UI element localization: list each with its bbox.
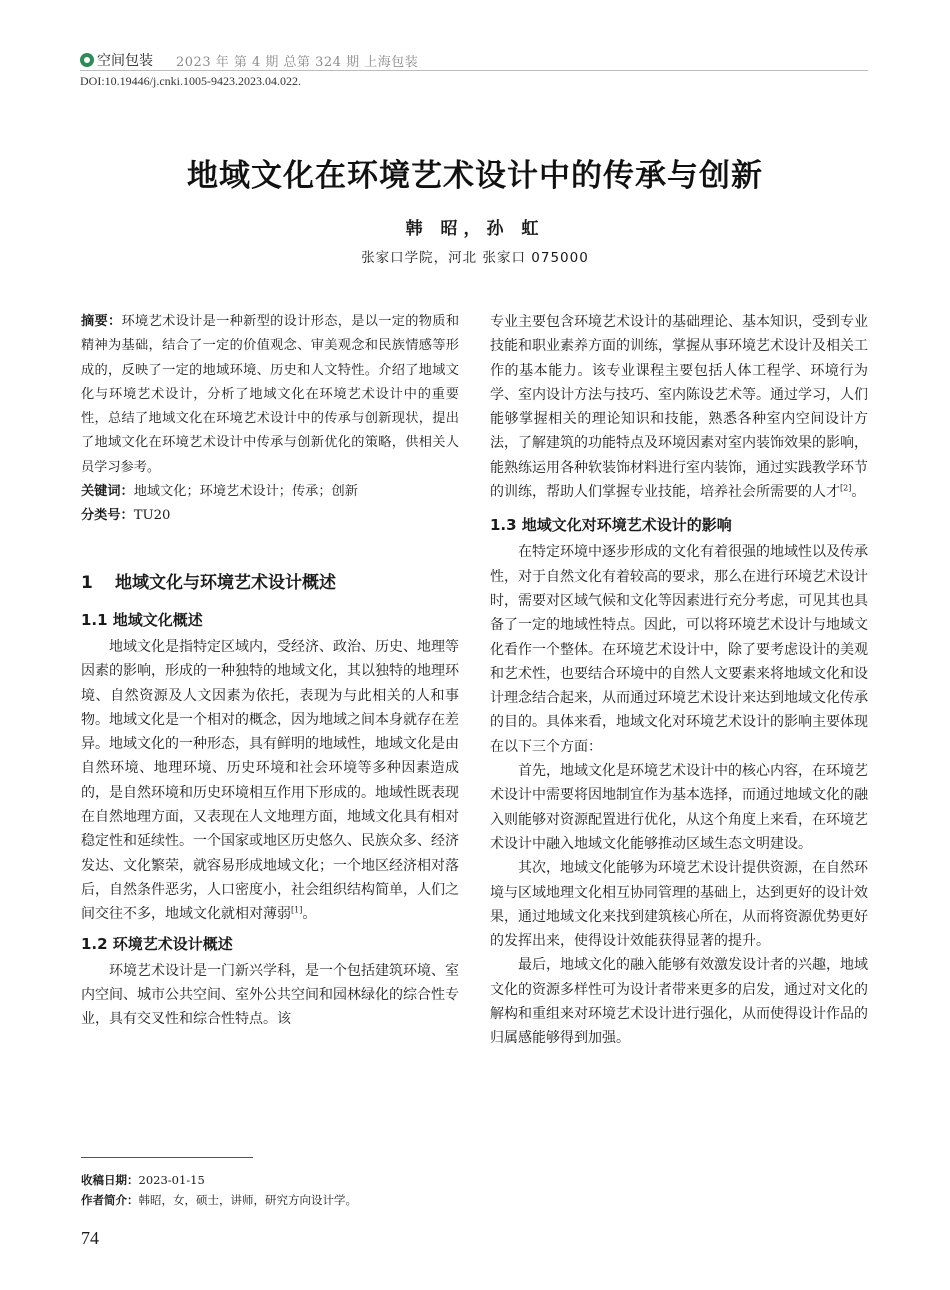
section-1-2-paragraph-part1 (81, 959, 459, 1032)
received-label: 收稿日期： (81, 1173, 139, 1187)
section-1-2-paragraph-part2 (490, 310, 868, 504)
author-bio-value: 韩昭，女，硕士，讲师，研究方向设计学。 (138, 1193, 357, 1207)
footnote-divider (81, 1157, 253, 1158)
section-1-3-paragraph-3: 其次，地域文化能够为环境艺术设计提供资源，在自然环境与区域地理文化相互协同管理的基础上，达到更好的设计效果，通过地域文化来找到建筑核心所在，从而将资源优势更好的发挥出来，使得设计效能获得显著的提升。 (490, 860, 868, 950)
section-1-2-text-left: 环境艺术设计是一门新兴学科，是一个包括建筑环境、室内空间、城市公共空间、室外公共空间和园林绿化的综合性专业，具有交叉性和综合性特点。该 (81, 962, 459, 1028)
section-1-2-text-right: 专业主要包含环境艺术设计的基础理论、基本知识，受到专业技能和职业素养方面的训练，掌握从事环境艺术设计及相关工作的基本能力。该专业课程主要包括人体工程学、环境行为学、室内设计方法与技巧、室内陈设艺术等。通过学习，人们能够掌握相关的理论知识和技能，熟悉各种室内空间设计方法，了解建筑的功能特点及环境因素对室内装饰效果的影响，能熟练运用各种软装饰材料进行室内装饰，通过实践教学环节的训练，帮助人们掌握专业技能，培养社会所需要的人才 (490, 314, 868, 501)
section-1-heading (81, 571, 459, 595)
page-number: 74 (81, 1228, 99, 1248)
received-date (81, 1170, 357, 1190)
section-1-1-paragraph (81, 635, 459, 927)
keywords-label: 关键词： (81, 484, 134, 500)
doi: DOI:10.19446/j.cnki.1005-9423.2023.04.022. (80, 74, 301, 88)
article-title: 地域文化在环境艺术设计中的传承与创新 (187, 158, 763, 194)
footnotes (81, 1170, 357, 1210)
citation-2: [2] (840, 483, 852, 493)
citation-1: [1] (291, 905, 303, 915)
journal-logo-icon (80, 53, 94, 67)
issue-info: 2023 年 第 4 期 总第 324 期 上海包装 (176, 55, 419, 70)
section-1-3-paragraph-4: 最后，地域文化的融入能够有效激发设计者的兴趣，地域文化的资源多样性可为设计者带来更多的启发，通过对文化的解构和重组来对环境艺术设计进行强化，从而使得设计作品的归属感能够得到加强。 (490, 957, 868, 1047)
section-1-1-end: 。 (302, 906, 317, 923)
abstract (81, 310, 459, 480)
section-1-3-paragraph-2: 首先，地域文化是环境艺术设计中的核心内容，在环境艺术设计中需要将因地制宜作为基本选择，而通过地域文化的融入则能够对资源配置进行优化，从这个角度上来看，在环境艺术设计中融入地域文化能够推动区域生态文明建设。 (490, 763, 868, 852)
keywords (81, 480, 459, 504)
received-value: 2023-01-15 (138, 1173, 205, 1187)
classification-text: TU20 (133, 508, 171, 524)
abstract-label: 摘要： (81, 314, 122, 329)
article-affiliation: 张家口学院，河北 张家口 075000 (361, 250, 589, 266)
section-1-number: 1 (81, 572, 93, 593)
classification (81, 504, 459, 528)
classification-label: 分类号： (81, 508, 134, 524)
running-header (80, 48, 868, 71)
section-1-1-heading: 1.1 地域文化概述 (81, 610, 203, 629)
journal-logo-text: 空间包装 (97, 53, 153, 69)
right-column (490, 310, 868, 1051)
section-1-2-end: 。 (851, 484, 866, 501)
section-1-1-text: 地域文化是指特定区域内，受经济、政治、历史、地理等因素的影响，形成的一种独特的地域文化，其以独特的地理环境、自然资源及人文因素为依托，表现为与此相关的人和事物。地域文化是一个相对的概念，因为地域之间本身就存在差异。地域文化的一种形态，具有鲜明的地域性，地域文化是由自然环境、地理环境、历史环境和社会环境等多种因素造成的，是自然环境和历史环境相互作用下形成的。地域性既表现在自然地理方面，又表现在人文地理方面，地域文化具有相对稳定性和延续性。一个国家或地区历史悠久、民族众多、经济发达、文化繁荣，就容易形成地域文化；一个地区经济相对落后，自然条件恶劣，人口密度小，社会组织结构简单，人们之间交往不多，地域文化就相对薄弱 (81, 638, 459, 923)
section-1-3-heading: 1.3 地域文化对环境艺术设计的影响 (490, 516, 732, 535)
section-1-2-heading: 1.2 环境艺术设计概述 (81, 934, 233, 953)
journal-logo (80, 50, 153, 70)
article-authors: 韩 昭，孙 虹 (405, 219, 545, 239)
left-column (81, 310, 459, 1031)
author-bio (81, 1190, 357, 1210)
abstract-text: 环境艺术设计是一种新型的设计形态，是以一定的物质和精神为基础，结合了一定的价值观念、审美观念和民族情感等形成的，反映了一定的地域环境、历史和人文特性。介绍了地域文化与环境艺术设计，分析了地域文化在环境艺术设计中的重要性，总结了地域文化在环境艺术设计中的传承与创新现状，提出了地域文化在环境艺术设计中传承与创新优化的策略，供相关人员学习参考。 (81, 314, 460, 475)
author-bio-label: 作者简介： (81, 1193, 139, 1207)
keywords-text: 地域文化；环境艺术设计；传承；创新 (133, 484, 358, 500)
section-1-3-paragraph-1: 在特定环境中逐步形成的文化有着很强的地域性以及传承性，对于自然文化有着较高的要求，那么在进行环境艺术设计时，需要对区域气候和文化等因素进行充分考虑，可见其也具备了一定的地域性特点。因此，可以将环境艺术设计与地域文化看作一个整体。在环境艺术设计中，除了要考虑设计的美观和艺术性，也要结合环境中的自然人文要素来将地域文化和设计理念结合起来，从而通过环境艺术设计来达到地域文化传承的目的。具体来看，地域文化对环境艺术设计的影响主要体现在以下三个方面： (490, 544, 868, 755)
section-1-title: 地域文化与环境艺术设计概述 (115, 572, 336, 593)
